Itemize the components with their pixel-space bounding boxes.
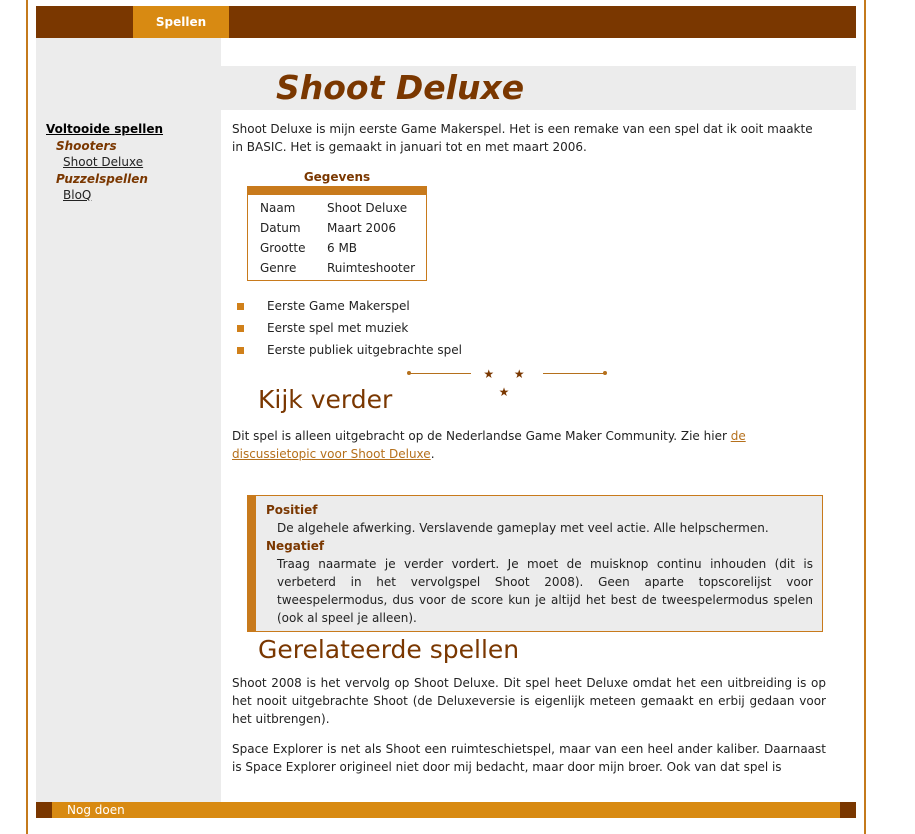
kijk-verder-text-end: . (430, 447, 435, 461)
info-row (248, 238, 426, 258)
footer-cap-left (36, 802, 52, 818)
info-value: 6 MB (327, 241, 358, 255)
info-caption: Gegevens (303, 170, 371, 184)
top-navbar (36, 6, 856, 38)
page-title: Shoot Deluxe (276, 68, 525, 107)
sidebar-category-puzzelspellen: Puzzelspellen (56, 172, 148, 186)
list-item: Eerste spel met muziek (232, 317, 826, 339)
sidebar-link-shoot-deluxe[interactable]: Shoot Deluxe (63, 155, 144, 169)
positive-label: Positief (266, 503, 318, 517)
star-divider (407, 367, 607, 399)
positive-text: De algehele afwerking. Verslavende gameplay met veel actie. Alle helpschermen. (277, 521, 769, 535)
related-paragraph: Shoot 2008 is het vervolg op Shoot Deluxe. Dit spel heet Deluxe omdat het een uitbreiding is op het nooit uitgebrachte Shoot (de Deluxeversie is eigenlijk meteen gemaakt en erbij gedaan voor het uitbrengen). (232, 676, 826, 726)
main-content (221, 38, 856, 802)
sidebar (36, 38, 221, 802)
negative-label: Negatief (266, 539, 325, 553)
tab-spellen[interactable]: Spellen (133, 6, 229, 38)
sidebar-nav (46, 122, 163, 205)
footer-link-nog-doen[interactable]: Nog doen (67, 803, 125, 817)
sidebar-category-shooters: Shooters (56, 139, 117, 153)
intro-paragraph: Shoot Deluxe is mijn eerste Game Makerspel. Het is een remake van een spel dat ik ooit maakte in BASIC. Het is gemaakt in januari tot en met maart 2006. (232, 122, 813, 154)
list-item: Eerste publiek uitgebrachte spel (232, 339, 826, 361)
footer-cap-right (840, 802, 856, 818)
discussion-topic-link[interactable]: de discussietopic voor Shoot Deluxe (232, 429, 746, 461)
info-box (247, 168, 427, 281)
info-key: Genre (260, 261, 297, 275)
feature-list (232, 295, 826, 361)
list-item: Eerste Game Makerspel (232, 295, 826, 317)
info-row (248, 218, 426, 238)
kijk-verder-text: Dit spel is alleen uitgebracht op de Nederlandse Game Maker Community. Zie hier (232, 429, 731, 443)
info-value: Ruimteshooter (327, 261, 416, 275)
divider-stars: ★ ★ ★ (483, 367, 533, 399)
article (232, 120, 826, 788)
negative-text: Traag naarmate je verder vordert. Je moet de muisknop continu inhouden (dit is verbeterd in het vervolgspel Shoot 2008). Geen aparte topscorelijst voor tweespelermodus, dus voor de score kun je altijd het best de tweespelermodus spelen (ook al speel je alleen). (277, 557, 813, 625)
sidebar-heading-voltooide-spellen[interactable]: Voltooide spellen (46, 122, 164, 136)
outer-border-right (864, 0, 866, 834)
divider-line-left (409, 373, 471, 374)
section-heading-kijk-verder: Kijk verder (258, 385, 393, 414)
section-heading-gerelateerde-spellen: Gerelateerde spellen (258, 635, 520, 664)
divider-line-right (543, 373, 605, 374)
info-row (248, 258, 426, 278)
sidebar-link-bloq[interactable]: BloQ (63, 188, 92, 202)
info-key: Naam (260, 201, 296, 215)
info-key: Datum (260, 221, 301, 235)
info-value: Shoot Deluxe (327, 201, 408, 215)
title-band (221, 66, 856, 110)
info-row (248, 198, 426, 218)
kijk-verder-paragraph (232, 427, 826, 463)
page-frame (36, 0, 856, 834)
info-value: Maart 2006 (327, 221, 397, 235)
info-key: Grootte (260, 241, 306, 255)
related-paragraph: Space Explorer is net als Shoot een ruimteschietspel, maar van een heel ander kaliber. Daarnaast is Space Explorer origineel niet door mij bedacht, maar door mijn broer. Ook van dat spel is (232, 742, 826, 774)
divider-dot (603, 371, 607, 375)
footer-bar (36, 802, 856, 818)
outer-border-left (26, 0, 28, 834)
review-box (247, 495, 823, 632)
info-table (247, 186, 427, 281)
